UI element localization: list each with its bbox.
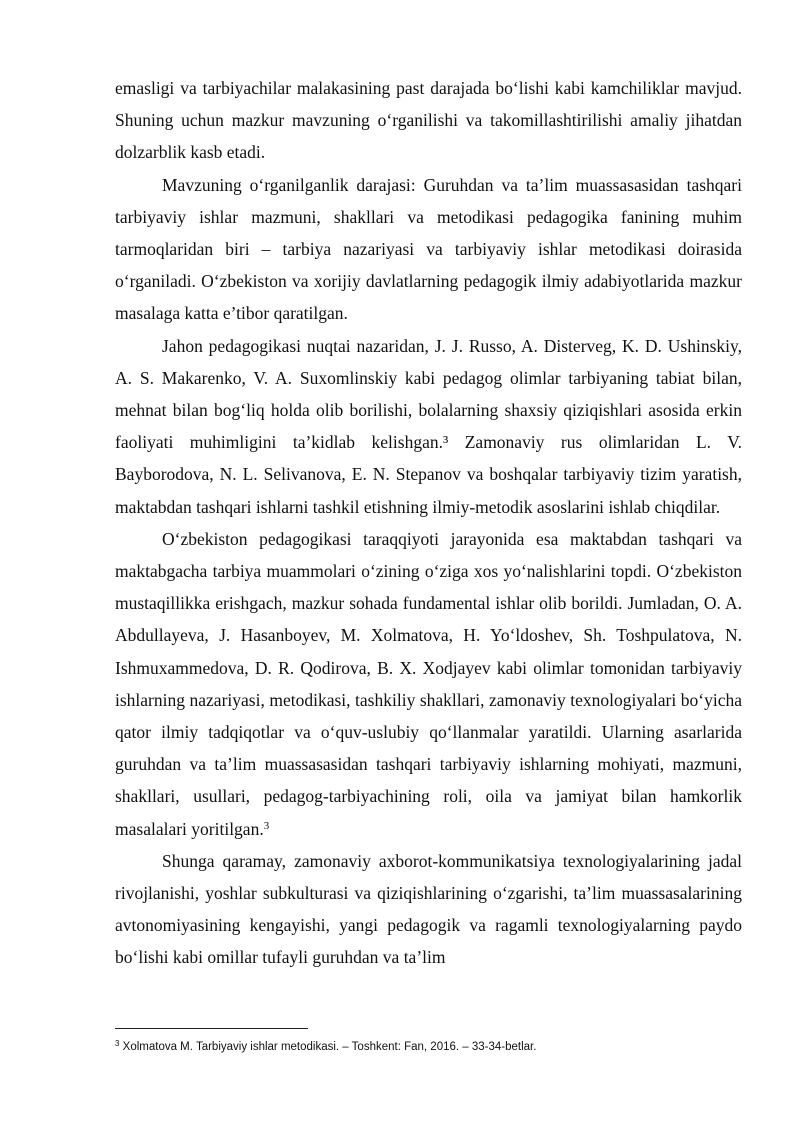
paragraph-continuation bbox=[115, 72, 742, 169]
paragraph-uzbek-pedagogy bbox=[115, 523, 742, 845]
paragraph-world-pedagogy bbox=[115, 330, 742, 523]
paragraph-text: Shunga qaramay, zamonaviy axborot-kommunikatsiya texnologiyalarining jadal rivojlanishi, yoshlar subkulturasi va qiziqishlarining o‘zgarishi, ta’lim muassasalarining avtonomiyasining kengayishi, yangi pedagogik va ragamli texnologiyalarning paydo bo‘lishi kabi omillar tufayli guruhdan va ta’lim bbox=[115, 850, 742, 968]
footnote-number: 3 bbox=[115, 1039, 120, 1048]
document-body bbox=[115, 72, 742, 974]
footnote-separator bbox=[115, 1028, 308, 1029]
footnote-text: Xolmatova M. Tarbiyaviy ishlar metodikasi. – Toshkent: Fan, 2016. – 33-34-betlar. bbox=[122, 1041, 537, 1053]
footnote bbox=[115, 1040, 742, 1055]
paragraph-modern-factors bbox=[115, 845, 742, 974]
footnote-reference[interactable]: 3 bbox=[263, 819, 270, 832]
paragraph-text: O‘zbekiston pedagogikasi taraqqiyoti jarayonida esa maktabdan tashqari va maktabgacha tarbiya muammolari o‘zining o‘ziga xos yo‘nalishlarini topdi. O‘zbekiston mustaqillikka erishgach, mazkur sohada fundamental ishlar olib borildi. Jumladan, O. A. Abdullayeva, J. Hasanboyev, M. Xolmatova, H. Yo‘ldoshev, Sh. Toshpulatova, N. Ishmuxammedova, D. R. Qodirova, B. X. Xodjayev kabi olimlar tomonidan tarbiyaviy ishlarning nazariyasi, metodikasi, tashkiliy shakllari, zamonaviy texnologiyalari bo‘yicha qator ilmiy tadqiqotlar va o‘quv-uslubiy qo‘llanmalar yaratildi. Ularning asarlarida guruhdan va ta’lim muassasasidan tashqari tarbiyaviy ishlarning mohiyati, mazmuni, shakllari, usullari, pedagog-tarbiyachining roli, oila va jamiyat bilan hamkorlik masalalari yoritilgan. bbox=[115, 528, 742, 839]
paragraph-text: Mavzuning o‘rganilganlik darajasi: Guruhdan va ta’lim muassasasidan tashqari tarbiyaviy ishlar mazmuni, shakllari va metodikasi pedagogika fanining muhim tarmoqlaridan biri – tarbiya nazariyasi va tarbiyaviy ishlar metodikasi doirasida o‘rganiladi. O‘zbekiston va xorijiy davlatlarning pedagogik ilmiy adabiyotlarida mazkur masalaga katta e’tibor qaratilgan. bbox=[115, 174, 742, 324]
paragraph-text: Jahon pedagogikasi nuqtai nazaridan, J. J. Russo, A. Disterveg, K. D. Ushinskiy, A. S. Makarenko, V. A. Suxomlinskiy kabi pedagog olimlar tarbiyaning tabiat bilan, mehnat bilan bog‘liq holda olib borilishi, bolalarning shaxsiy qiziqishlari asosida erkin faoliyati muhimligini ta’kidlab kelishgan.³ Zamonaviy rus olimlaridan L. V. Bayborodova, N. L. Selivanova, E. N. Stepanov va boshqalar tarbiyaviy tizim yaratish, maktabdan tashqari ishlarni tashkil etishning ilmiy-metodik asoslarini ishlab chiqdilar. bbox=[115, 335, 742, 517]
paragraph-text: emasligi va tarbiyachilar malakasining past darajada bo‘lishi kabi kamchiliklar mavjud. Shuning uchun mazkur mavzuning o‘rganilishi va takomillashtirilishi amaliy jihatdan dolzarblik kasb etadi. bbox=[115, 78, 742, 163]
paragraph-research-level bbox=[115, 169, 742, 330]
